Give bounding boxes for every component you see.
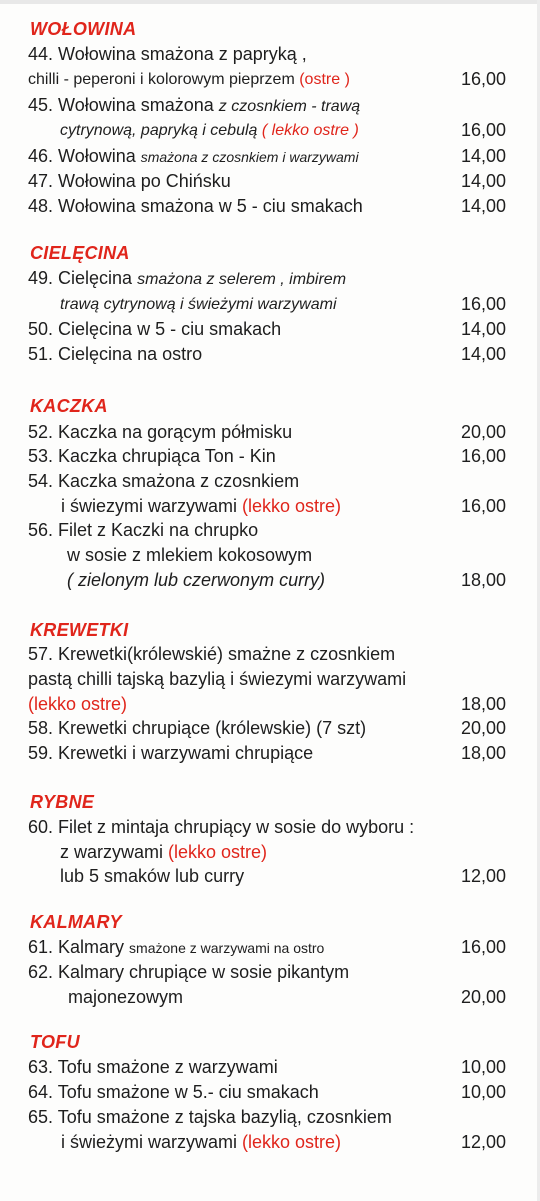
menu-item-64-name: 64. Tofu smażone w 5.- ciu smakach	[28, 1082, 319, 1102]
menu-item-56-price: 18,00	[460, 570, 506, 590]
menu-item-44-line-1	[28, 42, 506, 67]
menu-item-46-price: 14,00	[460, 146, 506, 166]
menu-item-56-line-1	[28, 518, 506, 543]
menu-item-46-name-text: 46. Wołowina	[28, 146, 141, 166]
menu-item-54-name: 54. Kaczka smażona z czosnkiem	[28, 471, 300, 491]
menu-item-54-spice: (lekko ostre)	[242, 496, 342, 516]
menu-item-54-line-1	[28, 469, 506, 494]
menu-item-48	[28, 194, 506, 219]
menu-item-45-price: 16,00	[460, 120, 506, 140]
menu-item-49-name	[28, 266, 346, 292]
menu-item-58-price: 20,00	[460, 718, 506, 738]
menu-item-58	[28, 716, 506, 741]
menu-item-44-name: 44. Wołowina smażona z papryką ,	[28, 44, 307, 64]
menu-item-60-price: 12,00	[460, 866, 506, 886]
menu-item-47-name: 47. Wołowina po Chińsku	[28, 171, 231, 191]
section-heading-rybne: RYBNE	[30, 792, 95, 812]
section-heading-kaczka: KACZKA	[30, 396, 108, 416]
menu-item-65-line-2	[28, 1130, 506, 1155]
menu-item-54-desc	[61, 494, 341, 519]
menu-item-62-price: 20,00	[460, 987, 506, 1007]
menu-item-57-line-2	[28, 667, 506, 692]
menu-item-62-desc: majonezowym	[68, 987, 184, 1007]
menu-item-52-price: 20,00	[460, 422, 506, 442]
menu-item-45-name-text: 45. Wołowina smażona	[28, 95, 219, 115]
menu-item-62-name: 62. Kalmary chrupiące w sosie pikantym	[28, 962, 350, 982]
menu-item-53-name: 53. Kaczka chrupiąca Ton - Kin	[28, 446, 276, 466]
menu-item-56-desc: w sosie z mlekiem kokosowym	[67, 545, 313, 565]
menu-item-51	[28, 342, 506, 367]
menu-item-54-price: 16,00	[460, 496, 506, 516]
menu-item-59-price: 18,00	[460, 743, 506, 763]
menu-item-60-line-2	[28, 840, 506, 865]
menu-item-62-line-2	[28, 985, 506, 1010]
menu-item-47-price: 14,00	[460, 171, 506, 191]
menu-item-46	[28, 144, 506, 169]
menu-item-64-price: 10,00	[460, 1082, 506, 1102]
menu-item-63-price: 10,00	[460, 1057, 506, 1077]
section-heading-kalmary: KALMARY	[30, 912, 122, 932]
menu-item-64	[28, 1080, 506, 1105]
menu-item-65-desc	[61, 1130, 341, 1155]
menu-item-65-line-1	[28, 1105, 506, 1130]
menu-item-65-spice: (lekko ostre)	[242, 1132, 342, 1152]
menu-item-56-line-3	[28, 568, 506, 593]
menu-item-49-name-text: 49. Cielęcina	[28, 268, 138, 288]
section-heading-wolowina: WOŁOWINA	[30, 19, 137, 39]
menu-item-65-price: 12,00	[460, 1132, 506, 1152]
menu-item-51-price: 14,00	[460, 344, 506, 364]
menu-item-45-desc	[60, 118, 359, 143]
menu-item-60-desc-text: z warzywami	[60, 842, 169, 862]
menu-item-49-desc: trawą cytrynową i świeżymi warzywami	[60, 296, 337, 313]
menu-item-63	[28, 1055, 506, 1080]
menu-item-44-spice: (ostre )	[299, 71, 350, 88]
menu-item-52-name: 52. Kaczka na gorącym półmisku	[28, 422, 293, 442]
menu-item-44-line-2	[28, 67, 506, 92]
menu-item-50-price: 14,00	[460, 319, 506, 339]
menu-item-50	[28, 317, 506, 342]
menu-item-57-line-1	[28, 642, 506, 667]
menu-item-62-line-1	[28, 960, 506, 985]
menu-item-60-line-3	[28, 864, 506, 889]
menu-item-57-line-3	[28, 692, 506, 717]
menu-item-52	[28, 420, 506, 445]
menu-item-47	[28, 169, 506, 194]
menu-item-57-name: 57. Krewetki(królewskié) smażne z czosnkiem	[28, 644, 396, 664]
menu-item-44-price: 16,00	[460, 69, 506, 89]
menu-item-50-name: 50. Cielęcina w 5 - ciu smakach	[28, 319, 282, 339]
menu-item-46-name	[28, 144, 359, 170]
menu-item-45-desc-text: cytrynową, papryką i cebulą	[60, 122, 262, 139]
menu-item-61-price: 16,00	[460, 937, 506, 957]
menu-item-59-name: 59. Krewetki i warzywami chrupiące	[28, 743, 314, 763]
menu-item-53-price: 16,00	[460, 446, 506, 466]
menu-item-44-desc	[28, 67, 350, 92]
menu-item-61-name-text: 61. Kalmary	[28, 937, 130, 957]
menu-item-63-name: 63. Tofu smażone z warzywami	[28, 1057, 278, 1077]
menu-item-57-spice: (lekko ostre)	[28, 694, 128, 714]
menu-item-53	[28, 444, 506, 469]
menu-item-48-price: 14,00	[460, 196, 506, 216]
menu-item-60-spice: (lekko ostre)	[168, 842, 268, 862]
menu-item-65-name: 65. Tofu smażone z tajska bazylią, czosnkiem	[28, 1107, 392, 1127]
menu-item-60-name: 60. Filet z mintaja chrupiący w sosie do wyboru :	[28, 817, 415, 837]
menu-item-56-name: 56. Filet z Kaczki na chrupko	[28, 520, 259, 540]
menu-item-60-line-1	[28, 815, 506, 840]
menu-item-58-name: 58. Krewetki chrupiące (królewskie) (7 szt)	[28, 718, 367, 738]
menu-item-54-line-2	[28, 494, 506, 519]
menu-item-45-spice: ( lekko ostre )	[261, 122, 359, 139]
menu-item-49-line-2	[28, 292, 506, 317]
menu-item-60-option: lub 5 smaków lub curry	[60, 866, 245, 886]
menu-item-48-name: 48. Wołowina smażona w 5 - ciu smakach	[28, 196, 363, 216]
menu-item-45-line-2	[28, 118, 506, 143]
menu-item-56-curry: ( zielonym lub czerwonym curry)	[67, 570, 326, 590]
menu-item-61-desc: smażone z warzywami na ostro	[129, 940, 325, 956]
menu-item-49-price: 16,00	[460, 294, 506, 314]
menu-item-54-desc-text: i świezymi warzywami	[61, 496, 243, 516]
menu-item-49-desc-a: smażona z selerem , imbirem	[137, 271, 347, 288]
menu-item-60-desc	[60, 840, 267, 865]
menu-item-61	[28, 935, 506, 960]
menu-item-59	[28, 741, 506, 766]
menu-item-45-name	[28, 93, 360, 119]
scan-top-edge	[0, 0, 540, 4]
menu-item-45-desc-a: z czosnkiem - trawą	[218, 98, 361, 115]
section-heading-krewetki: KREWETKI	[30, 620, 129, 640]
menu-item-56-line-2	[28, 543, 506, 568]
section-heading-tofu: TOFU	[30, 1032, 80, 1052]
menu-item-57-price: 18,00	[460, 694, 506, 714]
menu-item-49-line-1	[28, 266, 506, 291]
menu-item-61-name	[28, 935, 324, 961]
section-heading-cielecina: CIELĘCINA	[30, 243, 130, 263]
menu-item-46-desc: smażona z czosnkiem i warzywami	[140, 149, 359, 165]
menu-item-57-desc: pastą chilli tajską bazylią i świezymi warzywami	[28, 669, 407, 689]
menu-item-51-name: 51. Cielęcina na ostro	[28, 344, 203, 364]
menu-item-45-line-1	[28, 93, 506, 118]
menu-item-65-desc-text: i świeżymi warzywami	[61, 1132, 243, 1152]
menu-item-44-desc-text: chilli - peperoni i kolorowym pieprzem	[28, 71, 300, 88]
